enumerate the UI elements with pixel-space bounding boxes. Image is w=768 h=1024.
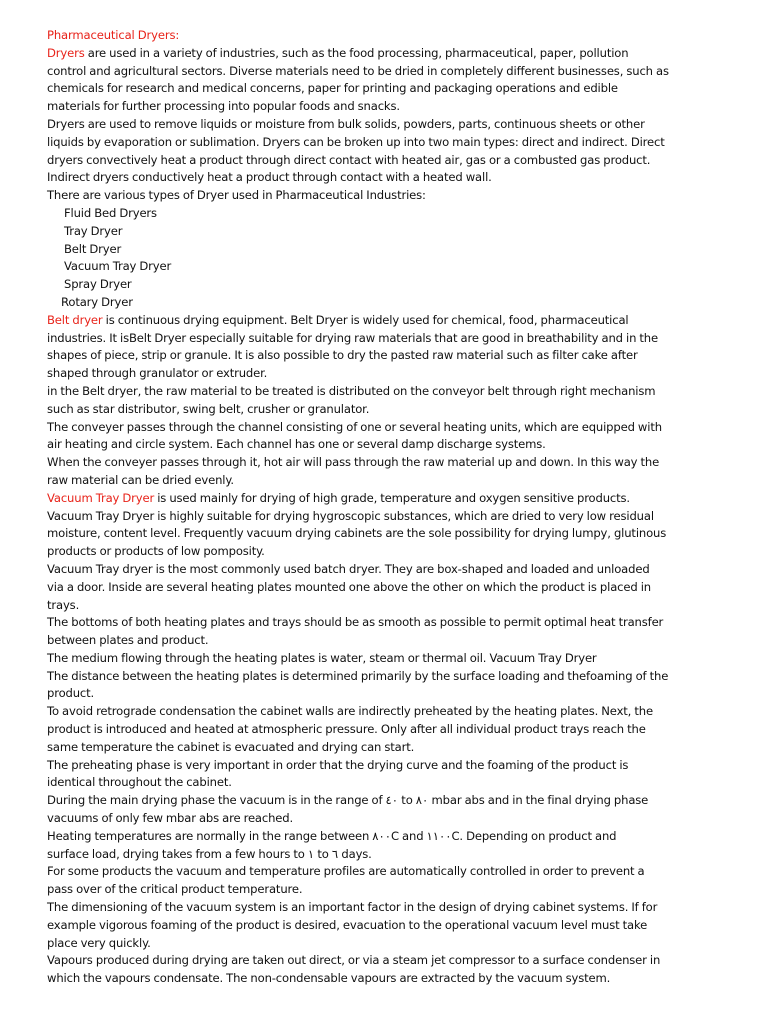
text-line: industries. It isBelt Dryer especially suitable for drying raw materials that are good in breathability and in the: [47, 330, 658, 345]
vacuum-first-line: [47, 490, 739, 508]
belt-dryer-term: Belt dryer: [47, 312, 103, 327]
text-line: between plates and product.: [47, 633, 209, 648]
text-line: control and agricultural sectors. Diverse materials need to be dried in completely different businesses, such as: [47, 63, 669, 78]
list-item: Rotary Dryer: [61, 294, 133, 309]
intro-first-line: [47, 45, 739, 63]
list-item: Vacuum Tray Dryer: [64, 259, 172, 274]
dryers-term: Dryers: [47, 45, 85, 60]
list-item: Spray Dryer: [64, 277, 132, 292]
text-line: air heating and circle system. Each channel has one or several damp discharge systems.: [47, 437, 546, 452]
text-line: shaped through granulator or extruder.: [47, 366, 268, 381]
text-line: identical throughout the cabinet.: [47, 775, 232, 790]
dryer-types-list: [47, 205, 739, 312]
text-line: materials for further processing into popular foods and snacks.: [47, 99, 400, 114]
text-line: is used mainly for drying of high grade, temperature and oxygen sensitive products.: [154, 490, 630, 505]
text-line: Heating temperatures are normally in the range between ٨٠٠C and ١١٠٠C. Depending on product and: [47, 828, 617, 843]
text-line: Indirect dryers conductively heat a product through contact with a heated wall.: [47, 170, 492, 185]
list-item: Tray Dryer: [64, 223, 123, 238]
text-line: in the Belt dryer, the raw material to be treated is distributed on the conveyor belt through right mechanism: [47, 383, 656, 398]
text-line: The preheating phase is very important in order that the drying curve and the foaming of the product is: [47, 757, 629, 772]
text-line: which the vapours condensate. The non-condensable vapours are extracted by the vacuum system.: [47, 971, 611, 986]
text-line: Vapours produced during drying are taken out direct, or via a steam jet compressor to a surface condenser in: [47, 953, 661, 968]
text-line: The medium flowing through the heating plates is water, steam or thermal oil. Vacuum Tray Dryer: [47, 650, 597, 665]
text-line: During the main drying phase the vacuum is in the range of ٤٠ to ٨٠ mbar abs and in the final drying phase: [47, 793, 649, 808]
text-line: surface load, drying takes from a few hours to ١ to ٦ days.: [47, 846, 372, 861]
document-page: [47, 27, 739, 988]
text-line: dryers convectively heat a product through direct contact with heated air, gas or a combusted gas product.: [47, 152, 651, 167]
text-line: moisture, content level. Frequently vacuum drying cabinets are the sole possibility for drying lumpy, glutinous: [47, 526, 667, 541]
document-title: Pharmaceutical Dryers:: [47, 28, 180, 42]
text-line: To avoid retrograde condensation the cabinet walls are indirectly preheated by the heating plates. Next, the: [47, 704, 653, 719]
text-line: products or products of low pomposity.: [47, 544, 265, 559]
text-line: Vacuum Tray dryer is the most commonly used batch dryer. They are box-shaped and loaded and unloaded: [47, 561, 650, 576]
text-line: For some products the vacuum and temperature profiles are automatically controlled in order to prevent a: [47, 864, 645, 879]
text-line: When the conveyer passes through it, hot air will pass through the raw material up and down. In this way the: [47, 455, 660, 470]
text-line: The conveyer passes through the channel consisting of one or several heating units, which are equipped with: [47, 419, 662, 434]
text-line: Vacuum Tray Dryer is highly suitable for drying hygroscopic substances, which are dried to very low residual: [47, 508, 654, 523]
text-line: are used in a variety of industries, such as the food processing, pharmaceutical, paper, pollution: [84, 45, 629, 60]
text-line: product.: [47, 686, 95, 701]
text-line: via a door. Inside are several heating plates mounted one above the other on which the product is placed in: [47, 579, 651, 594]
text-line: such as star distributor, swing belt, crusher or granulator.: [47, 401, 370, 416]
belt-first-line: [47, 312, 739, 330]
text-line: product is introduced and heated at atmospheric pressure. Only after all individual product trays reach the: [47, 722, 646, 737]
list-item: Fluid Bed Dryers: [64, 205, 157, 220]
vacuum-tray-dryer-term: Vacuum Tray Dryer: [47, 490, 155, 505]
text-line: chemicals for research and medical concerns, paper for printing and packaging operations and edible: [47, 81, 618, 96]
text-line: shapes of piece, strip or granule. It is also possible to dry the pasted raw material such as filter cake after: [47, 348, 638, 363]
text-line: pass over of the critical product temperature.: [47, 882, 303, 897]
text-line: same temperature the cabinet is evacuated and drying can start.: [47, 739, 415, 754]
text-line: liquids by evaporation or sublimation. Dryers can be broken up into two main types: direct and indirect. Direct: [47, 134, 665, 149]
text-line: is continuous drying equipment. Belt Dryer is widely used for chemical, food, pharmaceutical: [102, 312, 629, 327]
text-line: trays.: [47, 597, 80, 612]
text-line: place very quickly.: [47, 935, 151, 950]
text-line: The dimensioning of the vacuum system is an important factor in the design of drying cabinet systems. If for: [47, 900, 658, 915]
text-line: raw material can be dried evenly.: [47, 472, 234, 487]
text-line: The bottoms of both heating plates and trays should be as smooth as possible to permit optimal heat transfer: [47, 615, 664, 630]
text-line: example vigorous foaming of the product is desired, evacuation to the operational vacuum level must take: [47, 917, 648, 932]
text-line: There are various types of Dryer used in Pharmaceutical Industries:: [47, 188, 426, 203]
text-line: vacuums of only few mbar abs are reached.: [47, 811, 294, 826]
text-line: The distance between the heating plates is determined primarily by the surface loading and thefoaming of the: [47, 668, 669, 683]
list-item: Belt Dryer: [64, 241, 122, 256]
text-line: Dryers are used to remove liquids or moisture from bulk solids, powders, parts, continuous sheets or other: [47, 116, 645, 131]
